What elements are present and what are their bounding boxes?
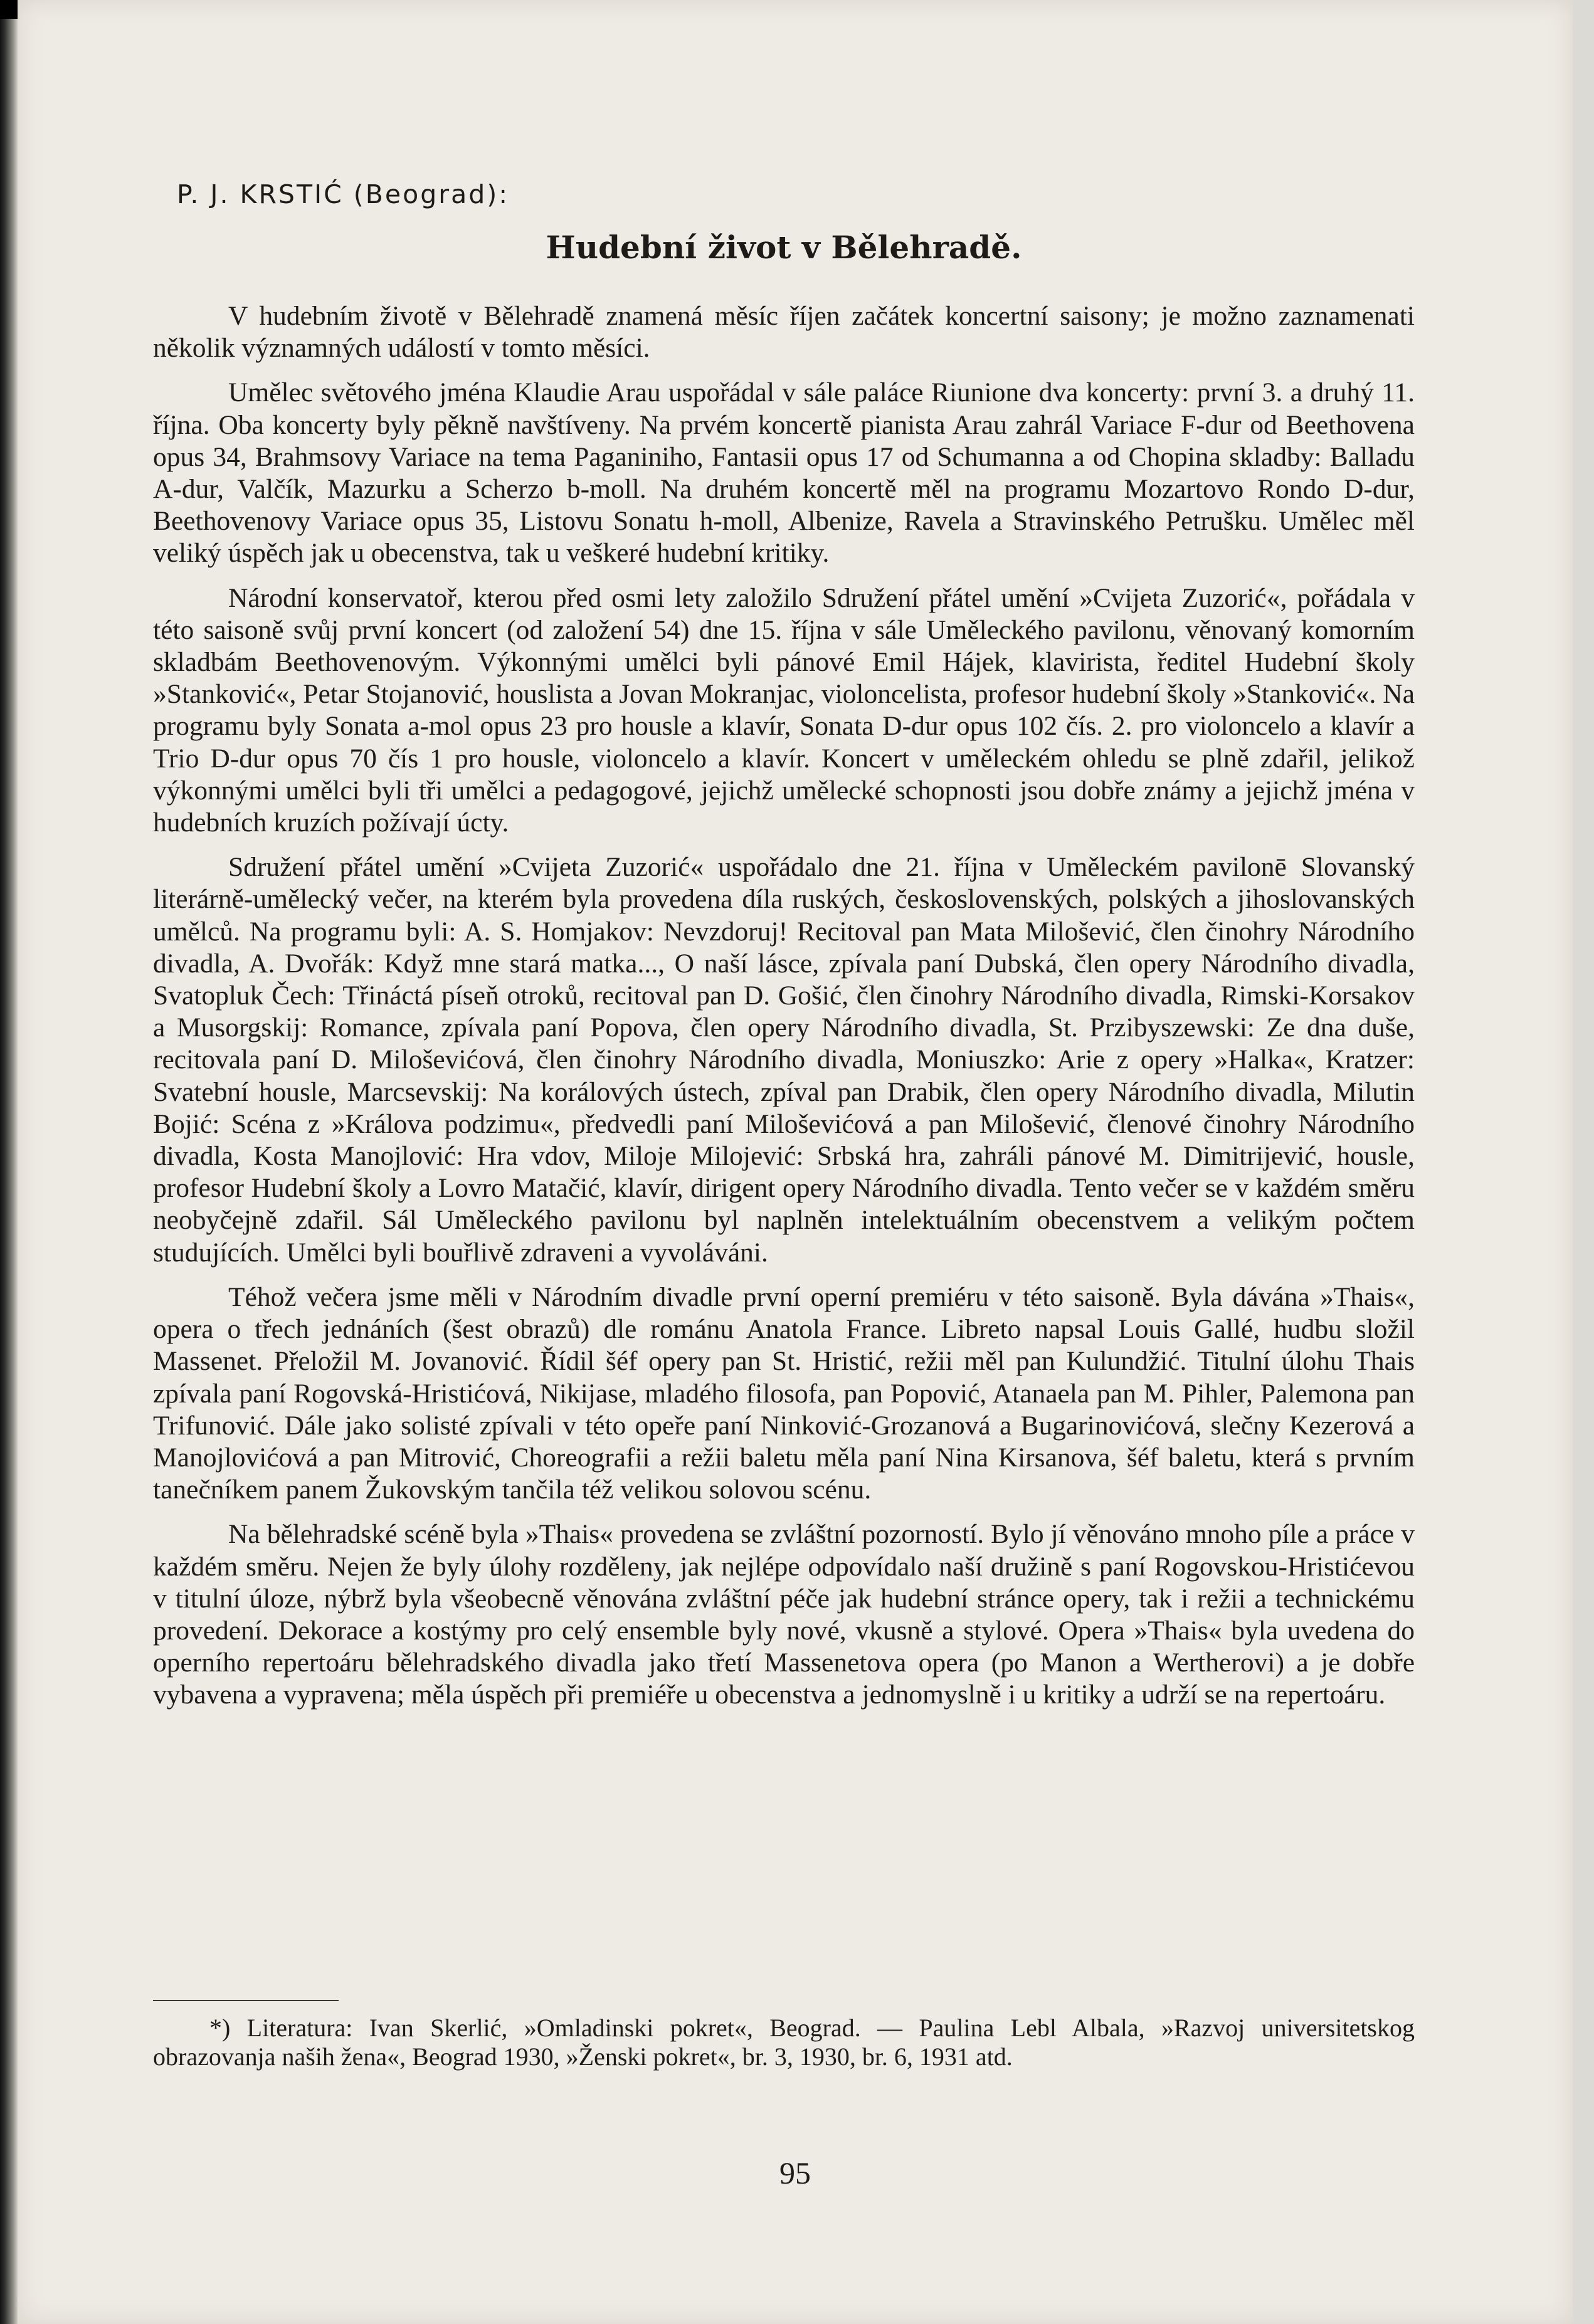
footnote-divider: [153, 2000, 339, 2001]
paragraph-thais-staging: Na bělehradské scéně byla »Thais« provedena se zvláštní pozorností. Bylo jí věnováno mnoho píle a práce v každém směru. Nejen že byly úlohy rozděleny, jak nejlépe odpovídalo naší družině s paní Rogovskou-Hristićevou v titulní úloze, nýbrž byla všeobecně věnována zvláštní péče jak hudební stránce opery, tak i režii a technickému provedení. Dekorace a kostýmy pro celý ensemble byly nové, vkusně a stylové. Opera »Thais« byla uvedena do operního repertoáru bělehradského divadla jako třetí Massenetova opera (po Manon a Wertherovi) a je dobře vybavena a vypravena; měla úspěch při premiéře u obecenstva a jednomyslně i u kritiky a udrží se na repertoáru.: [153, 1519, 1415, 1710]
paragraph-thais-premiere: Téhož večera jsme měli v Národním divadle první operní premiéru v této saisoně. Byla dávána »Thais«, opera o třech jednáních (šest obrazů) dle románu Anatola France. Libreto napsal Louis Gallé, hudbu složil Massenet. Přeložil M. Jovanović. Řídil šéf opery pan St. Hristić, režii měl pan Kulundžić. Titulní úlohu Thais zpívala paní Rogovská-Hristićová, Nikijase, mladého filosofa, pan Popović, Atanaela pan M. Pihler, Palemona pan Trifunović. Dále jako solisté zpívali v této opeře paní Ninković-Grozanová a Bugarinovićová, slečny Kezerová a Manojlovićová a pan Mitrović, Choreografii a režii baletu měla paní Nina Kirsanova, šéf baletu, která s prvním tanečníkem panem Žukovským tančila též velikou solovou scénu.: [153, 1281, 1415, 1505]
paragraph-intro: V hudebním životě v Bělehradě znamená měsíc říjen začátek koncertní saisony; je možno zaznamenati několik významných událostí v tomto měsíci.: [153, 301, 1415, 364]
footnote: *) Literatura: Ivan Skerlić, »Omladinski pokret«, Beograd. — Paulina Lebl Albala, »Razvoj universitetskog obrazovanja naših žena«, Beograd 1930, »Ženski pokret«, br. 3, 1930, br. 6, 1931 atd.: [153, 2014, 1415, 2071]
article-body: [153, 179, 1415, 1724]
book-spine-shadow: [0, 0, 18, 2324]
paragraph-slavic-evening: Sdružení přátel umění »Cvijeta Zuzorić« uspořádalo dne 21. října v Uměleckém pavilonē Slovanský literárně-umělecký večer, na kterém byla provedena díla ruských, československých, polských a jihoslovanských umělců. Na programu byli: A. S. Homjakov: Nevzdoruj! Recitoval pan Mata Milošević, člen činohry Národního divadla, A. Dvořák: Když mne stará matka..., O naší lásce, zpívala paní Dubská, člen opery Národního divadla, Svatopluk Čech: Třináctá píseň otroků, recitoval pan D. Gošić, člen činohry Národního divadla, Rimski-Korsakov a Musorgskij: Romance, zpívala paní Popova, člen opery Národního divadla, St. Przibyszewski: Ze dna duše, recitovala paní D. Miloševićová, člen činohry Národního divadla, Moniuszko: Arie z opery »Halka«, Kratzer: Svatební housle, Marcsevskij: Na korálových ústech, zpíval pan Drabik, člen opery Národního divadla, Milutin Bojić: Scéna z »Králova podzimu«, předvedli paní Miloševićová a pan Milošević, členové činohry Národního divadla, Kosta Manojlović: Hra vdov, Miloje Milojević: Srbská hra, zahráli pánové M. Dimitrijević, housle, profesor Hudební školy a Lovro Matačić, klavír, dirigent opery Národního divadla. Tento večer se v každém směru neobyčejně zdařil. Sál Uměleckého pavilonu byl naplněn intelektuálním obecenstvem a velikým počtem studujících. Umělci byli bouřlivě zdraveni a vyvoláváni.: [153, 852, 1415, 1268]
page-number: 95: [779, 2155, 811, 2190]
document-page: [18, 0, 1573, 2324]
paragraph-arau-concerts: Umělec světového jména Klaudie Arau uspořádal v sále paláce Riunione dva koncerty: první 3. a druhý 11. října. Oba koncerty byly pěkně navštíveny. Na prvém koncertě pianista Arau zahrál Variace F-dur od Beethovena opus 34, Brahmsovy Variace na tema Paganiniho, Fantasii opus 17 od Schumanna a od Chopina skladby: Balladu A-dur, Valčík, Mazurku a Scherzo b-moll. Na druhém koncertě měl na programu Mozartovo Rondo D-dur, Beethovenovy Variace opus 35, Listovu Sonatu h-moll, Albenize, Ravela a Stravinského Petrušku. Umělec měl veliký úspěch jak u obecenstva, tak u veškeré hudební kritiky.: [153, 377, 1415, 569]
paragraph-conservatory: Národní konservatoř, kterou před osmi lety založilo Sdružení přátel umění »Cvijeta Zuzorić«, pořádala v této saisoně svůj první koncert (od založení 54) dne 15. října v sále Uměleckého pavilonu, věnovaný komorním skladbám Beethovenovým. Výkonnými umělci byli pánové Emil Hájek, klavirista, ředitel Hudební školy »Stanković«, Petar Stojanović, houslista a Jovan Mokranjac, violoncelista, profesor hudební školy »Stanković«. Na programu byly Sonata a-mol opus 23 pro housle a klavír, Sonata D-dur opus 102 čís. 2. pro violoncelo a klavír a Trio D-dur opus 70 čís 1 pro housle, violoncelo a klavír. Koncert v uměleckém ohledu se plně zdařil, jelikož výkonnými umělci byli tři umělci a pedagogové, jejichž umělecké schopnosti jsou dobře známy a jejichž jména v hudebních kruzích požívají úcty.: [153, 582, 1415, 838]
scan-corner: [0, 0, 19, 19]
article-title: Hudební život v Bělehradě.: [546, 229, 1022, 266]
author-line: P. J. KRSTIĆ (Beograd):: [177, 179, 510, 209]
